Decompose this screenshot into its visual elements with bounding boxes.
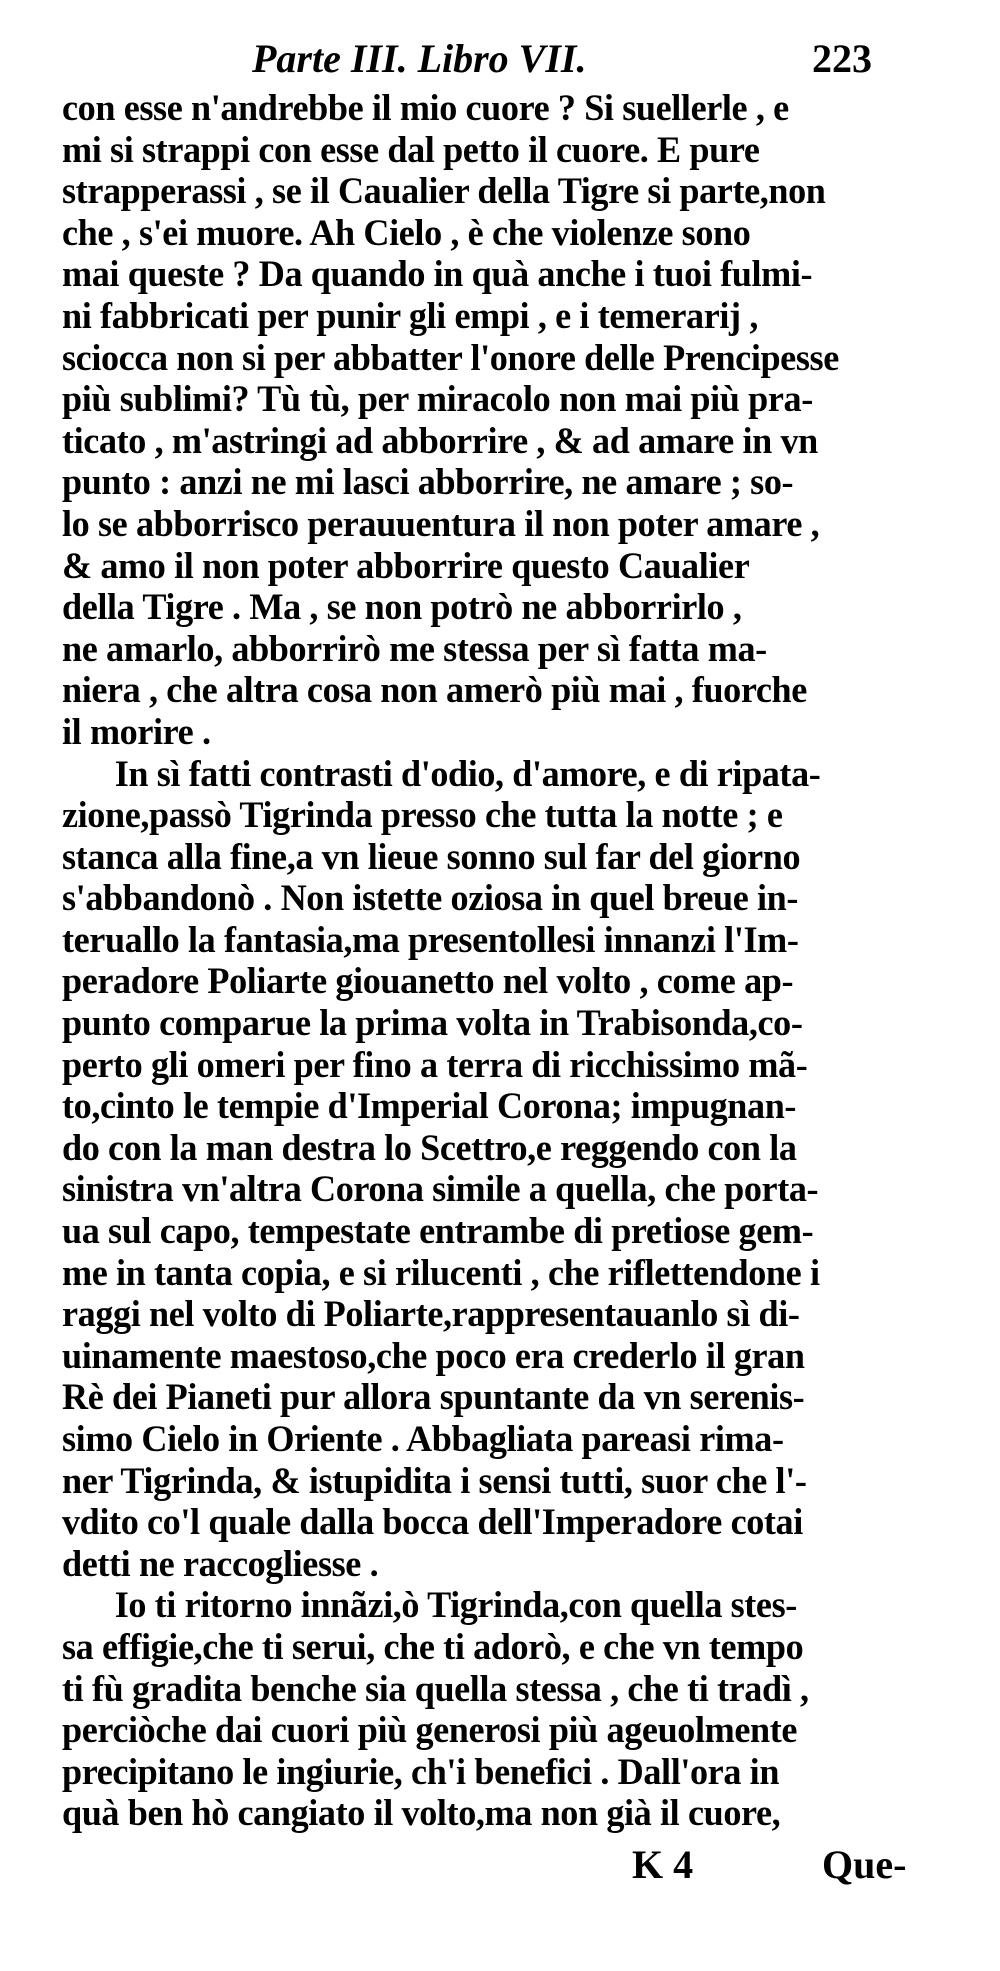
text-line: simo Cielo in Oriente . Abbagliata pareasi rima-	[62, 1419, 784, 1460]
text-line: il morire .	[62, 711, 211, 753]
text-line: mai queste ? Da quando in quà anche i tuoi fulmi-	[62, 254, 813, 296]
page-footer	[62, 1835, 942, 1895]
text-line: ticato , m'astringi ad abborrire , & ad amare in vn	[62, 420, 818, 462]
signature-mark: K 4	[632, 1841, 694, 1887]
page-number: 223	[812, 36, 872, 81]
text-line: che , s'ei muore. Ah Cielo , è che violenze sono	[62, 212, 751, 254]
text-line: più sublimi? Tù tù, per miracolo non mai più pra-	[62, 379, 813, 421]
text-line: me in tanta copia, e si rilucenti , che riflettendone i	[62, 1252, 820, 1294]
text-line: perciòche dai cuori più generosi più ageuolmente	[62, 1710, 798, 1752]
text-line: quà ben hò cangiato il volto,ma non già il cuore,	[62, 1793, 781, 1835]
text-line: strapperassi , se il Caualier della Tigre si parte,non	[62, 171, 826, 213]
text-line: punto comparue la prima volta in Trabisonda,co-	[62, 1003, 803, 1045]
text-line: raggi nel volto di Poliarte,rappresentauanlo sì di-	[62, 1294, 800, 1336]
text-line: stanca alla fine,a vn lieue sonno sul far del giorno	[62, 836, 801, 878]
catchword: Que-	[822, 1841, 907, 1887]
text-line: to,cinto le tempie d'Imperial Corona; impugnan-	[62, 1086, 797, 1128]
text-line: perto gli omeri per fino a terra di ricchissimo mã-	[62, 1044, 808, 1086]
text-line: peradore Poliarte giouanetto nel volto , come ap-	[62, 961, 794, 1003]
text-line: uinamente maestoso,che poco era crederlo il gran	[62, 1335, 805, 1377]
text-line: ua sul capo, tempestate entrambe di pretiose gem-	[62, 1211, 814, 1253]
text-line: niera , che altra cosa non amerò più mai , fuorche	[62, 670, 807, 712]
text-line: della Tigre . Ma , se non potrò ne abborrirlo ,	[62, 587, 742, 629]
text-line: do con la man destra lo Scettro,e reggendo con la	[62, 1127, 797, 1169]
running-head: Parte III. Libro VII.	[252, 36, 587, 81]
text-line: ni fabbricati per punir gli empi , e i temerarij ,	[62, 295, 759, 337]
text-line: mi si strappi con esse dal petto il cuore. E pure	[62, 129, 760, 171]
text-line: ti fù gradita benche sia quella stessa , che ti tradì ,	[62, 1668, 809, 1710]
text-line: Io ti ritorno innãzi,ò Tigrinda,con quella stes-	[114, 1585, 797, 1627]
text-line: sa effigie,che ti serui, che ti adorò, e che vn tempo	[62, 1626, 804, 1668]
text-line: In sì fatti contrasti d'odio, d'amore, e di ripata-	[114, 753, 821, 795]
text-line: sinistra vn'altra Corona simile a quella, che porta-	[62, 1169, 819, 1211]
text-line: punto : anzi ne mi lasci abborrire, ne amare ; so-	[62, 462, 794, 504]
text-line: Rè dei Pianeti pur allora spuntante da vn serenis-	[62, 1377, 805, 1419]
text-line: ner Tigrinda, & istupidita i sensi tutti, suor che l'-	[62, 1460, 807, 1502]
text-line: vdito co'l quale dalla bocca dell'Imperadore cotai	[62, 1502, 803, 1544]
book-page	[62, 30, 942, 1895]
text-line: con esse n'andrebbe il mio cuore ? Si suellerle , e	[62, 88, 789, 129]
text-line: sciocca non si per abbatter l'onore delle Prencipesse	[62, 337, 839, 379]
text-line: & amo il non poter abborrire questo Caualier	[62, 545, 750, 587]
text-line: detti ne raccogliesse .	[62, 1543, 379, 1585]
text-line: zione,passò Tigrinda presso che tutta la notte ; e	[62, 795, 783, 837]
text-line: teruallo la fantasia,ma presentollesi innanzi l'Im-	[62, 919, 799, 961]
body-text	[62, 88, 942, 1835]
text-line: precipitano le ingiurie, ch'i benefici . Dall'ora in	[62, 1751, 780, 1793]
text-line: s'abbandonò . Non istette oziosa in quel breue in-	[62, 878, 799, 920]
text-line: ne amarlo, abborrirò me stessa per sì fatta ma-	[62, 628, 767, 670]
text-line: lo se abborrisco perauuentura il non poter amare ,	[62, 503, 820, 545]
page-header	[62, 30, 942, 88]
